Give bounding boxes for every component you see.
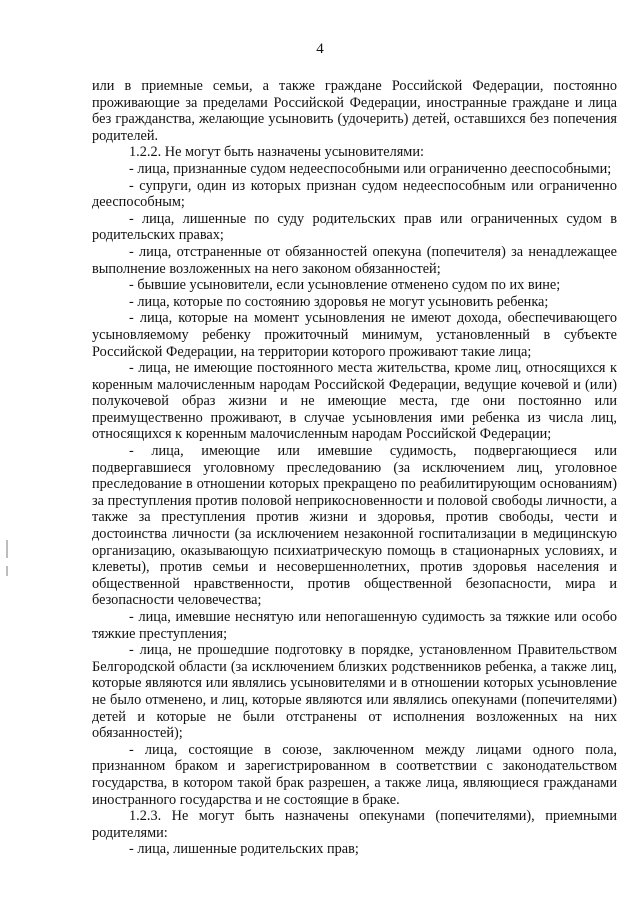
list-item: - лица, не имеющие постоянного места жительства, кроме лиц, относящихся к коренным малочисленным народам Российской Федерации, ведущие кочевой и (или) полукочевой образ жизни и не имеющие места, где они постоянно или преимущественно проживают, в случае усыновления ими ребенка из числа лиц, относящихся к коренным малочисленным народам Российской Федерации;: [92, 360, 617, 443]
paragraph: или в приемные семьи, а также граждане Российской Федерации, постоянно проживающие за пределами Российской Федерации, иностранные граждане и лица без гражданства, желающие усыновить (удочерить) детей, оставшихся без попечения родителей.: [92, 78, 617, 144]
list-item: - лица, отстраненные от обязанностей опекуна (попечителя) за ненадлежащее выполнение возложенных на него законом обязанностей;: [92, 243, 617, 277]
section-heading: 1.2.3. Не могут быть назначены опекунами (попечителями), приемными родителями:: [92, 808, 617, 841]
list-item: - лица, которые по состоянию здоровья не могут усыновить ребенка;: [129, 293, 549, 310]
list-item: - лица, которые на момент усыновления не имеют дохода, обеспечивающего усыновляемому ребенку прожиточный минимум, установленный в субъекте Российской Федерации, на территории которого проживают такие лица;: [92, 310, 617, 360]
document-body: [92, 78, 617, 858]
section-heading: 1.2.2. Не могут быть назначены усыновителями:: [129, 144, 424, 161]
list-item: - лица, лишенные по суду родительских прав или ограниченных судом в родительских правах;: [92, 210, 617, 244]
list-item: - лица, имевшие неснятую или непогашенную судимость за тяжкие или особо тяжкие преступления;: [92, 609, 617, 642]
page-number: 4: [316, 41, 324, 57]
list-item: - бывшие усыновители, если усыновление отменено судом по их вине;: [129, 277, 561, 294]
list-item: - супруги, один из которых признан судом недееспособным или ограниченно дееспособным;: [92, 177, 617, 211]
list-item: - лица, не прошедшие подготовку в порядке, установленном Правительством Белгородской области (за исключением близких родственников ребенка, а также лиц, которые являются или являлись усыновителями и в отношении которых усыновление не было отменено, и лиц, которые являются или являлись опекунами (попечителями) детей и которые не были отстранены от исполнения возложенных на них обязанностей);: [92, 642, 617, 742]
list-item: - лица, лишенные родительских прав;: [129, 841, 359, 858]
list-item: - лица, признанные судом недееспособными или ограниченно дееспособными;: [129, 160, 612, 177]
list-item: - лица, имеющие или имевшие судимость, подвергающиеся или подвергавшиеся уголовному преследованию (за исключением лиц, уголовное преследование в отношении которых прекращено по реабилитирующим основаниям) за преступления против половой неприкосновенности и половой свободы личности, а также за преступления против жизни и здоровья, против свободы, чести и достоинства личности (за исключением незаконной госпитализации в медицинскую организацию, оказывающую психиатрическую помощь в стационарных условиях, и клеветы), против семьи и несовершеннолетних, против здоровья населения и общественной нравственности, против общественной безопасности, мира и безопасности человечества;: [92, 443, 617, 609]
scan-edge-mark: [6, 566, 8, 576]
scan-edge-mark: [6, 540, 8, 558]
list-item: - лица, состоящие в союзе, заключенном между лицами одного пола, признанном браком и зарегистрированном в соответствии с законодательством государства, в котором такой брак разрешен, а также лица, являющиеся гражданами иностранного государства и не состоящие в браке.: [92, 741, 617, 808]
